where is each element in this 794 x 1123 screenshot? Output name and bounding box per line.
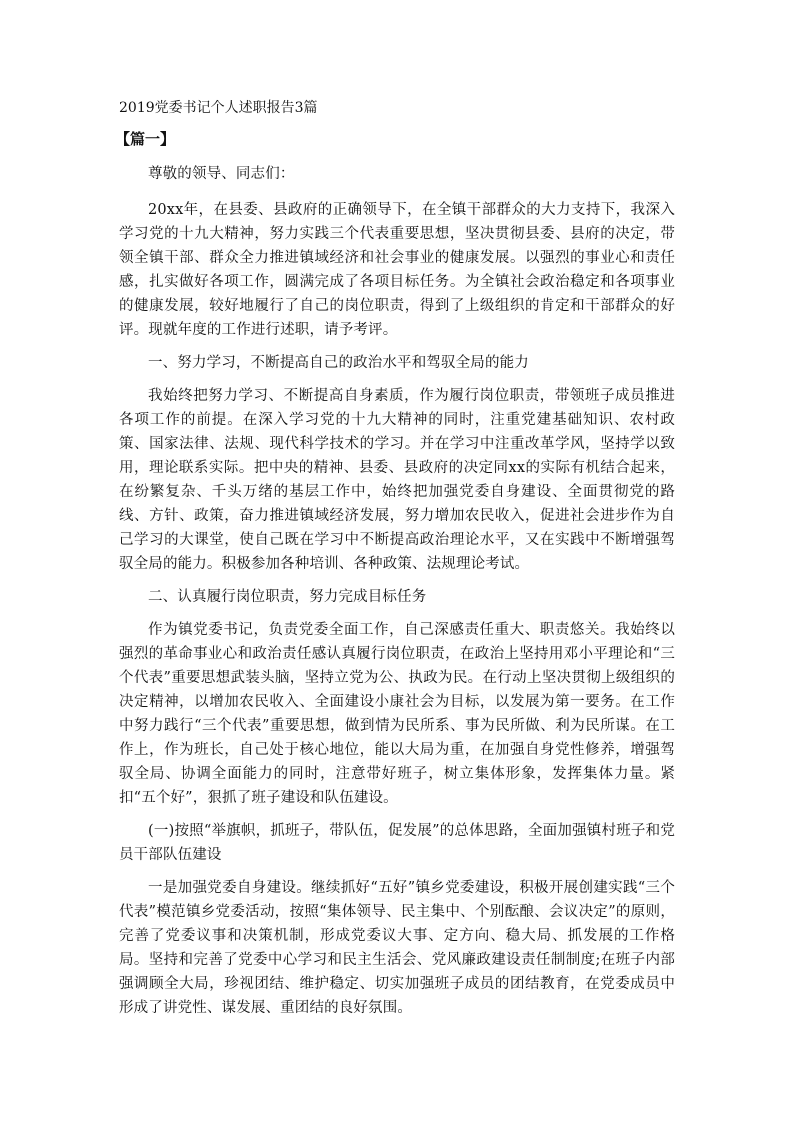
section-heading: 【篇一】: [115, 130, 176, 148]
paragraph-study: 我始终把努力学习、不断提高自身素质，作为履行岗位职责，带领班子成员推进各项工作的前提。在深入学习党的十九大精神的同时，注重党建基础知识、农村政策、国家法律、法规、现代科学技术的学习。并在学习中注重改革学风，坚持学以致用，理论联系实际。把中央的精神、县委、县政府的决定同xx的实际有机结合起来，在纷繁复杂、千头万绪的基层工作中，始终把加强党委自身建设、全面贯彻党的路线、方针、政策，奋力推进镇域经济发展，努力增加农民收入，促进社会进步作为自己学习的大课堂，使自己既在学习中不断提高政治理论水平，又在实践中不断增强驾驭全局的能力。积极参加各种培训、各种政策、法规理论考试。: [119, 388, 675, 572]
heading-duties: 二、认真履行岗位职责，努力完成目标任务: [148, 589, 427, 605]
paragraph-intro: 20xx年，在县委、县政府的正确领导下，在全镇干部群众的大力支持下，我深入学习党的十九大精神，努力实践三个代表重要思想，坚决贯彻县委、县府的决定，带领全镇干部、群众全力推进镇域经济和社会事业的健康发展。以强烈的事业心和责任感，扎实做好各项工作，圆满完成了各项目标任务。为全镇社会政治稳定和各项事业的健康发展，较好地履行了自己的岗位职责，得到了上级组织的肯定和干部群众的好评。现就年度的工作进行述职，请予考评。: [119, 202, 675, 338]
salutation: 尊敬的领导、同志们：: [148, 166, 295, 182]
document-title: 2019党委书记个人述职报告3篇: [119, 100, 318, 116]
paragraph-party-building: 一是加强党委自身建设。继续抓好“五好”镇乡党委建设，积极开展创建实践“三个代表”模范镇乡党委活动，按照“集体领导、民主集中、个别酝酿、会议决定”的原则，完善了党委议事和决策机制，形成党委议大事、定方向、稳大局、抓发展的工作格局。坚持和完善了党委中心学习和民主生活会、党风廉政建设责任制制度;在班子内部强调顾全大局，珍视团结、维护稳定、切实加强班子成员的团结教育，在党委成员中形成了讲党性、谋发展、重团结的良好氛围。: [119, 880, 675, 1016]
document-page: [115, 98, 675, 1029]
subheading-team-building: (一)按照“举旗帜，抓班子，带队伍，促发展”的总体思路，全面加强镇村班子和党员干部队伍建设: [119, 823, 675, 863]
heading-study: 一、努力学习，不断提高自己的政治水平和驾驭全局的能力: [148, 355, 529, 371]
paragraph-duties: 作为镇党委书记，负责党委全面工作，自己深感责任重大、职责悠关。我始终以强烈的革命事业心和政治责任感认真履行岗位职责，在政治上坚持用邓小平理论和“三个代表”重要思想武装头脑，坚持立党为公、执政为民。在行动上坚决贯彻上级组织的决定精神，以增加农民收入、全面建设小康社会为目标，以发展为第一要务。在工作中努力践行“三个代表”重要思想，做到情为民所系、事为民所做、利为民所谋。在工作上，作为班长，自己处于核心地位，能以大局为重，在加强自身党性修养，增强驾驭全局、协调全面能力的同时，注意带好班子，树立集体形象，发挥集体力量。紧扣“五个好”，狠抓了班子建设和队伍建设。: [119, 622, 675, 806]
